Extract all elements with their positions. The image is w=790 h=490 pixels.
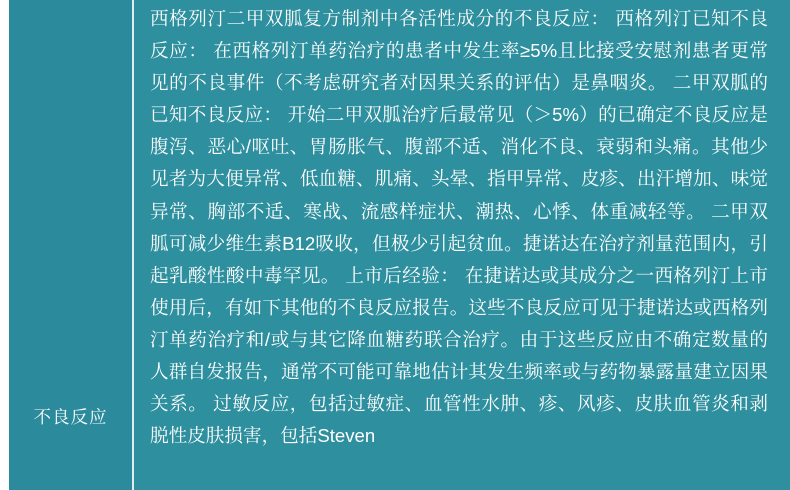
section-label-column [9,0,132,490]
column-divider [132,0,134,490]
section-content-column [134,0,790,490]
left-gutter [0,0,9,490]
section-body-text: 西格列汀二甲双胍复方制剂中各活性成分的不良反应： 西格列汀已知不良反应： 在西格列汀单药治疗的患者中发生率≥5%且比接受安慰剂患者更常见的不良事件（不考虑研究者对因果关系的评估）是鼻咽炎。 二甲双胍的已知不良反应： 开始二甲双胍治疗后最常见（＞5%）的已确定不良反应是腹泻、恶心/呕吐、胃肠胀气、腹部不适、消化不良、衰弱和头痛。其他少见者为大便异常、低血糖、肌痛、头晕、指甲异常、皮疹、出汗增加、味觉异常、胸部不适、寒战、流感样症状、潮热、心悸、体重减轻等。 二甲双胍可减少维生素B12吸收，但极少引起贫血。捷诺达在治疗剂量范围内，引起乳酸性酸中毒罕见。 上市后经验： 在捷诺达或其成分之一西格列汀上市使用后，有如下其他的不良反应报告。这些不良反应可见于捷诺达或西格列汀单药治疗和/或与其它降血糖药联合治疗。由于这些反应由不确定数量的人群自发报告，通常不可能可靠地估计其发生频率或与药物暴露量建立因果关系。 过敏反应，包括过敏症、血管性水肿、疹、风疹、皮肤血管炎和剥脱性皮肤损害，包括Steven [150,8,768,447]
section-label: 不良反应 [33,406,108,427]
